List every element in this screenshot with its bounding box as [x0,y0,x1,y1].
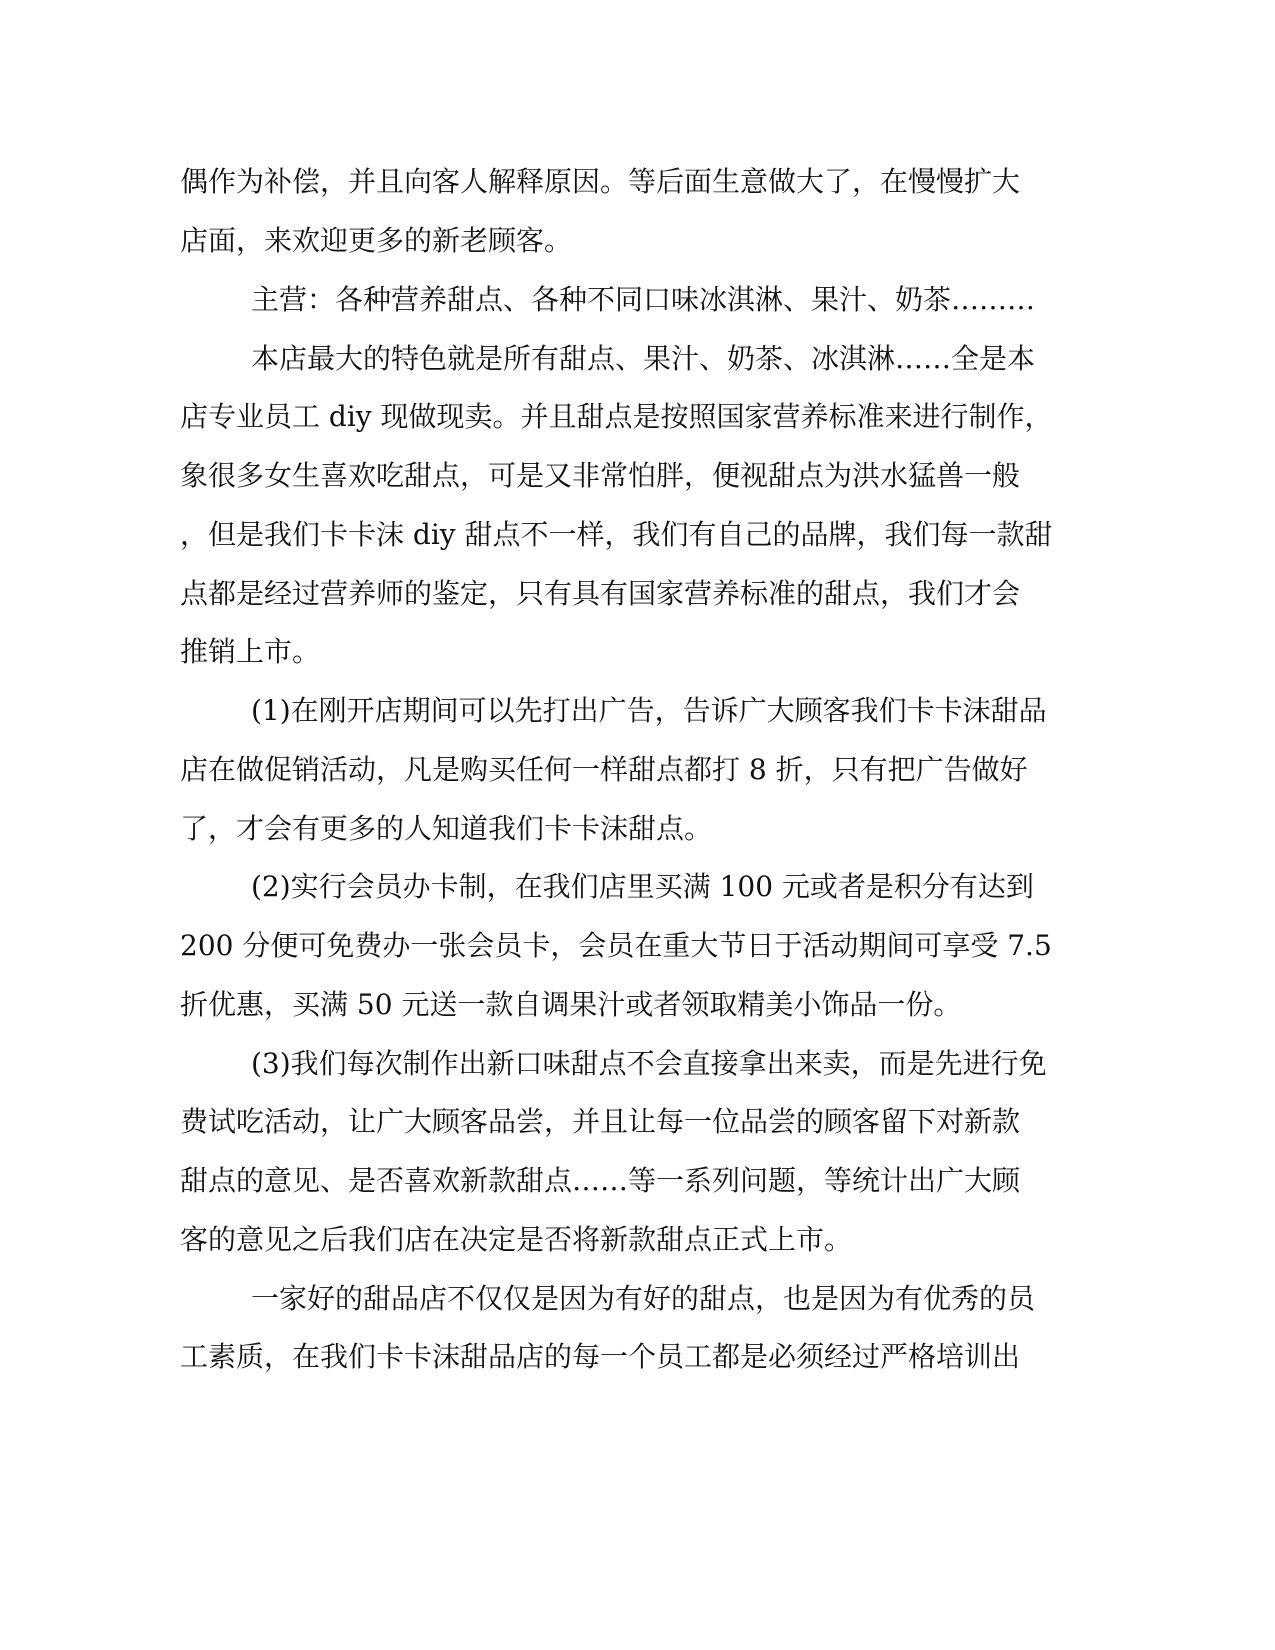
text-line: 一家好的甜品店不仅仅是因为有好的甜点，也是因为有优秀的员 [251,1282,1036,1315]
text-line: 推销上市。 [180,635,321,668]
text-line: ，但是我们卡卡沫 diy 甜点不一样，我们有自己的品牌，我们每一款甜 [180,518,1053,551]
text-line: (2)实行会员办卡制，在我们店里买满 100 元或者是积分有达到 [251,870,1034,903]
text-line: 店在做促销活动，凡是购买任何一样甜点都打 8 折，只有把广告做好 [180,753,1028,786]
text-line: 甜点的意见、是否喜欢新款甜点……等一系列问题，等统计出广大顾 [180,1164,1021,1197]
text-line: (1)在刚开店期间可以先打出广告，告诉广大顾客我们卡卡沫甜品 [251,694,1047,727]
text-line: (3)我们每次制作出新口味甜点不会直接拿出来卖，而是先进行免 [251,1047,1047,1080]
text-line: 工素质，在我们卡卡沫甜品店的每一个员工都是必须经过严格培训出 [180,1340,1021,1373]
text-line: 费试吃活动，让广大顾客品尝，并且让每一位品尝的顾客留下对新款 [180,1105,1021,1138]
text-line: 了，才会有更多的人知道我们卡卡沫甜点。 [180,812,713,845]
text-line: 偶作为补偿，并且向客人解释原因。等后面生意做大了，在慢慢扩大 [180,165,1021,198]
text-line: 本店最大的特色就是所有甜点、果汁、奶茶、冰淇淋……全是本 [251,342,1036,375]
text-line: 客的意见之后我们店在决定是否将新款甜点正式上市。 [180,1223,853,1256]
text-line: 折优惠，买满 50 元送一款自调果汁或者领取精美小饰品一份。 [180,988,962,1021]
text-line: 主营：各种营养甜点、各种不同口味冰淇淋、果汁、奶茶……… [251,283,1036,316]
text-line: 象很多女生喜欢吃甜点，可是又非常怕胖，便视甜点为洪水猛兽一般 [180,459,1021,492]
text-line: 200 分便可免费办一张会员卡，会员在重大节日于活动期间可享受 7.5 [180,929,1052,962]
text-line: 店面，来欢迎更多的新老顾客。 [180,224,573,257]
text-line: 点都是经过营养师的鉴定，只有具有国家营养标准的甜点，我们才会 [180,577,1021,610]
text-line: 店专业员工 diy 现做现卖。并且甜点是按照国家营养标准来进行制作， [180,400,1053,433]
